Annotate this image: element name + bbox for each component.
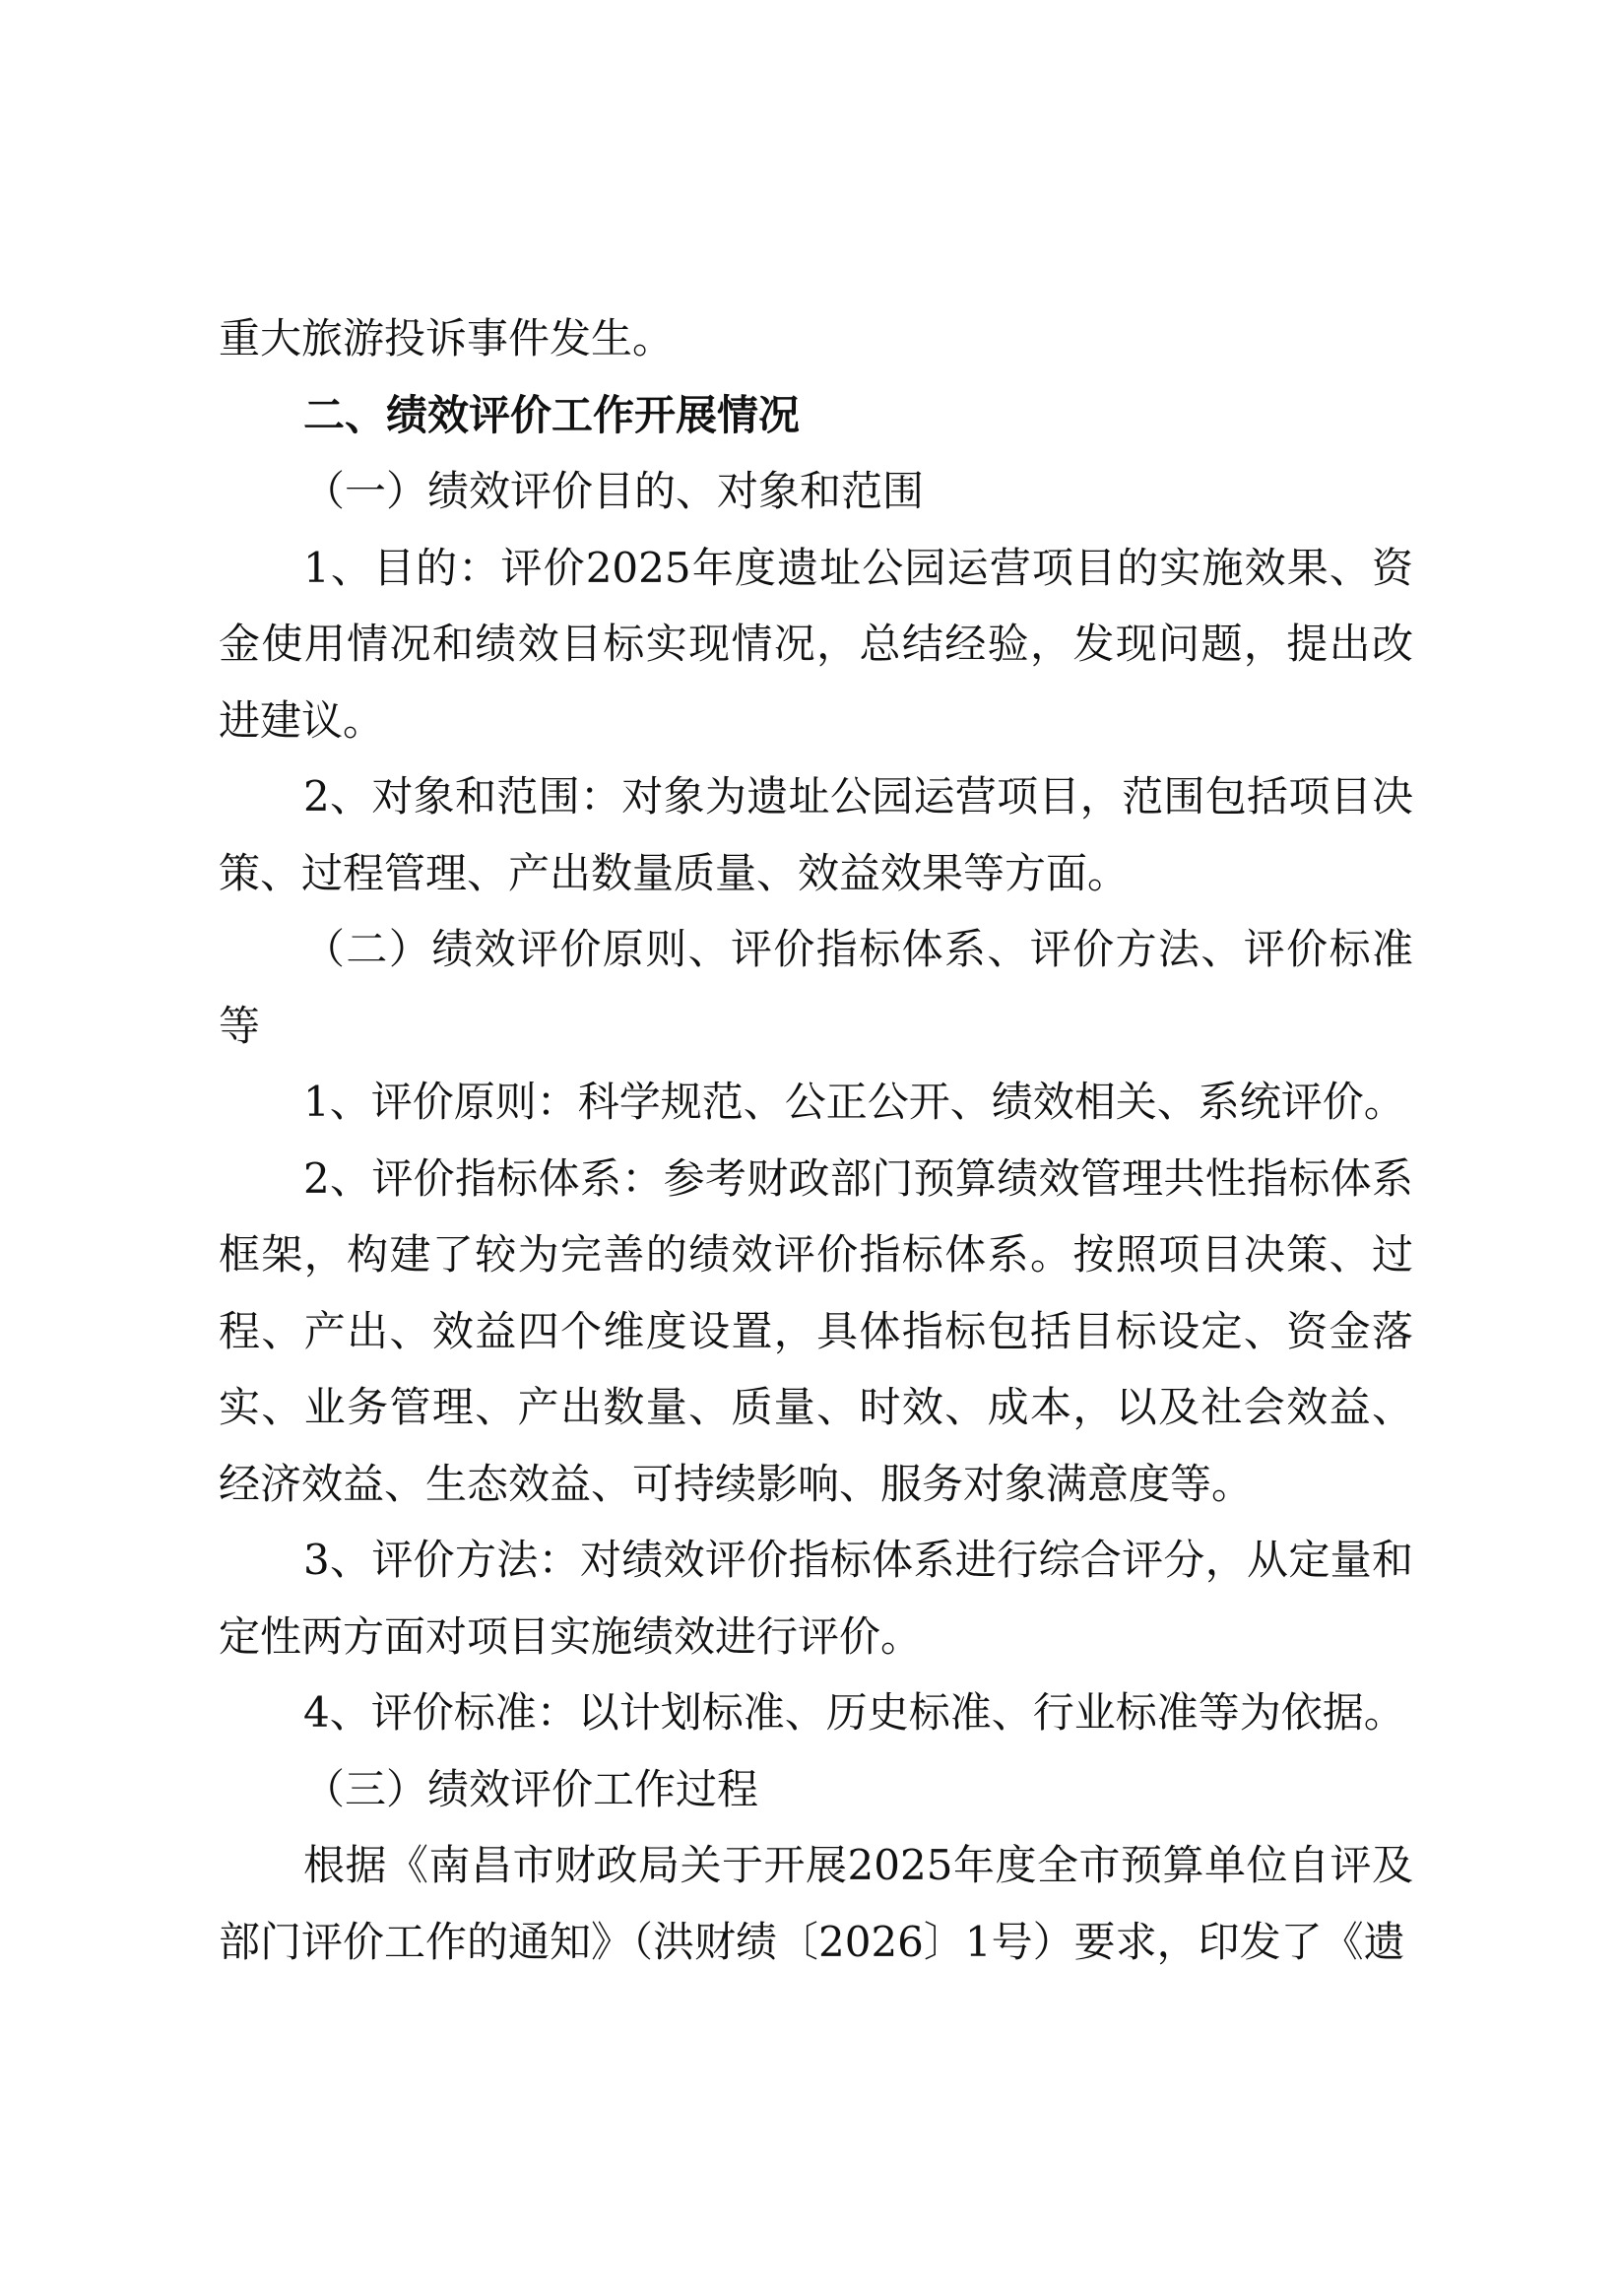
document-body	[219, 300, 1413, 1980]
section-heading-2: 二、绩效评价工作开展情况	[303, 390, 801, 439]
subsection-heading-3: （三）绩效评价工作过程	[303, 1764, 759, 1813]
paragraph-purpose: 1、目的：评价2025年度遗址公园运营项目的实施效果、资金使用情况和绩效目标实现情况，总结经验，发现问题，提出改进建议。	[219, 543, 1413, 745]
subsection-heading-2: （二）绩效评价原则、评价指标体系、评价方法、评价标准等	[219, 925, 1413, 1050]
paragraph-indicator-system: 2、评价指标体系：参考财政部门预算绩效管理共性指标体系框架，构建了较为完善的绩效评价指标体系。按照项目决策、过程、产出、效益四个维度设置，具体指标包括目标设定、资金落实、业务管理、产出数量、质量、时效、成本，以及社会效益、经济效益、生态效益、可持续影响、服务对象满意度等。	[219, 1153, 1413, 1508]
paragraph-standards: 4、评价标准：以计划标准、历史标准、行业标准等为依据。	[303, 1688, 1405, 1737]
paragraph-continuation: 重大旅游投诉事件发生。	[219, 314, 675, 362]
paragraph-methods: 3、评价方法：对绩效评价指标体系进行综合评分，从定量和定性两方面对项目实施绩效进行评价。	[219, 1536, 1413, 1661]
paragraph-process: 根据《南昌市财政局关于开展2025年度全市预算单位自评及部门评价工作的通知》（洪财绩〔2026〕1号）要求，印发了《遗	[219, 1841, 1413, 1966]
paragraph-principles: 1、评价原则：科学规范、公正公开、绩效相关、系统评价。	[303, 1078, 1405, 1126]
paragraph-scope: 2、对象和范围：对象为遗址公园运营项目，范围包括项目决策、过程管理、产出数量质量、效益效果等方面。	[219, 772, 1413, 897]
subsection-heading-1: （一）绩效评价目的、对象和范围	[303, 467, 925, 515]
